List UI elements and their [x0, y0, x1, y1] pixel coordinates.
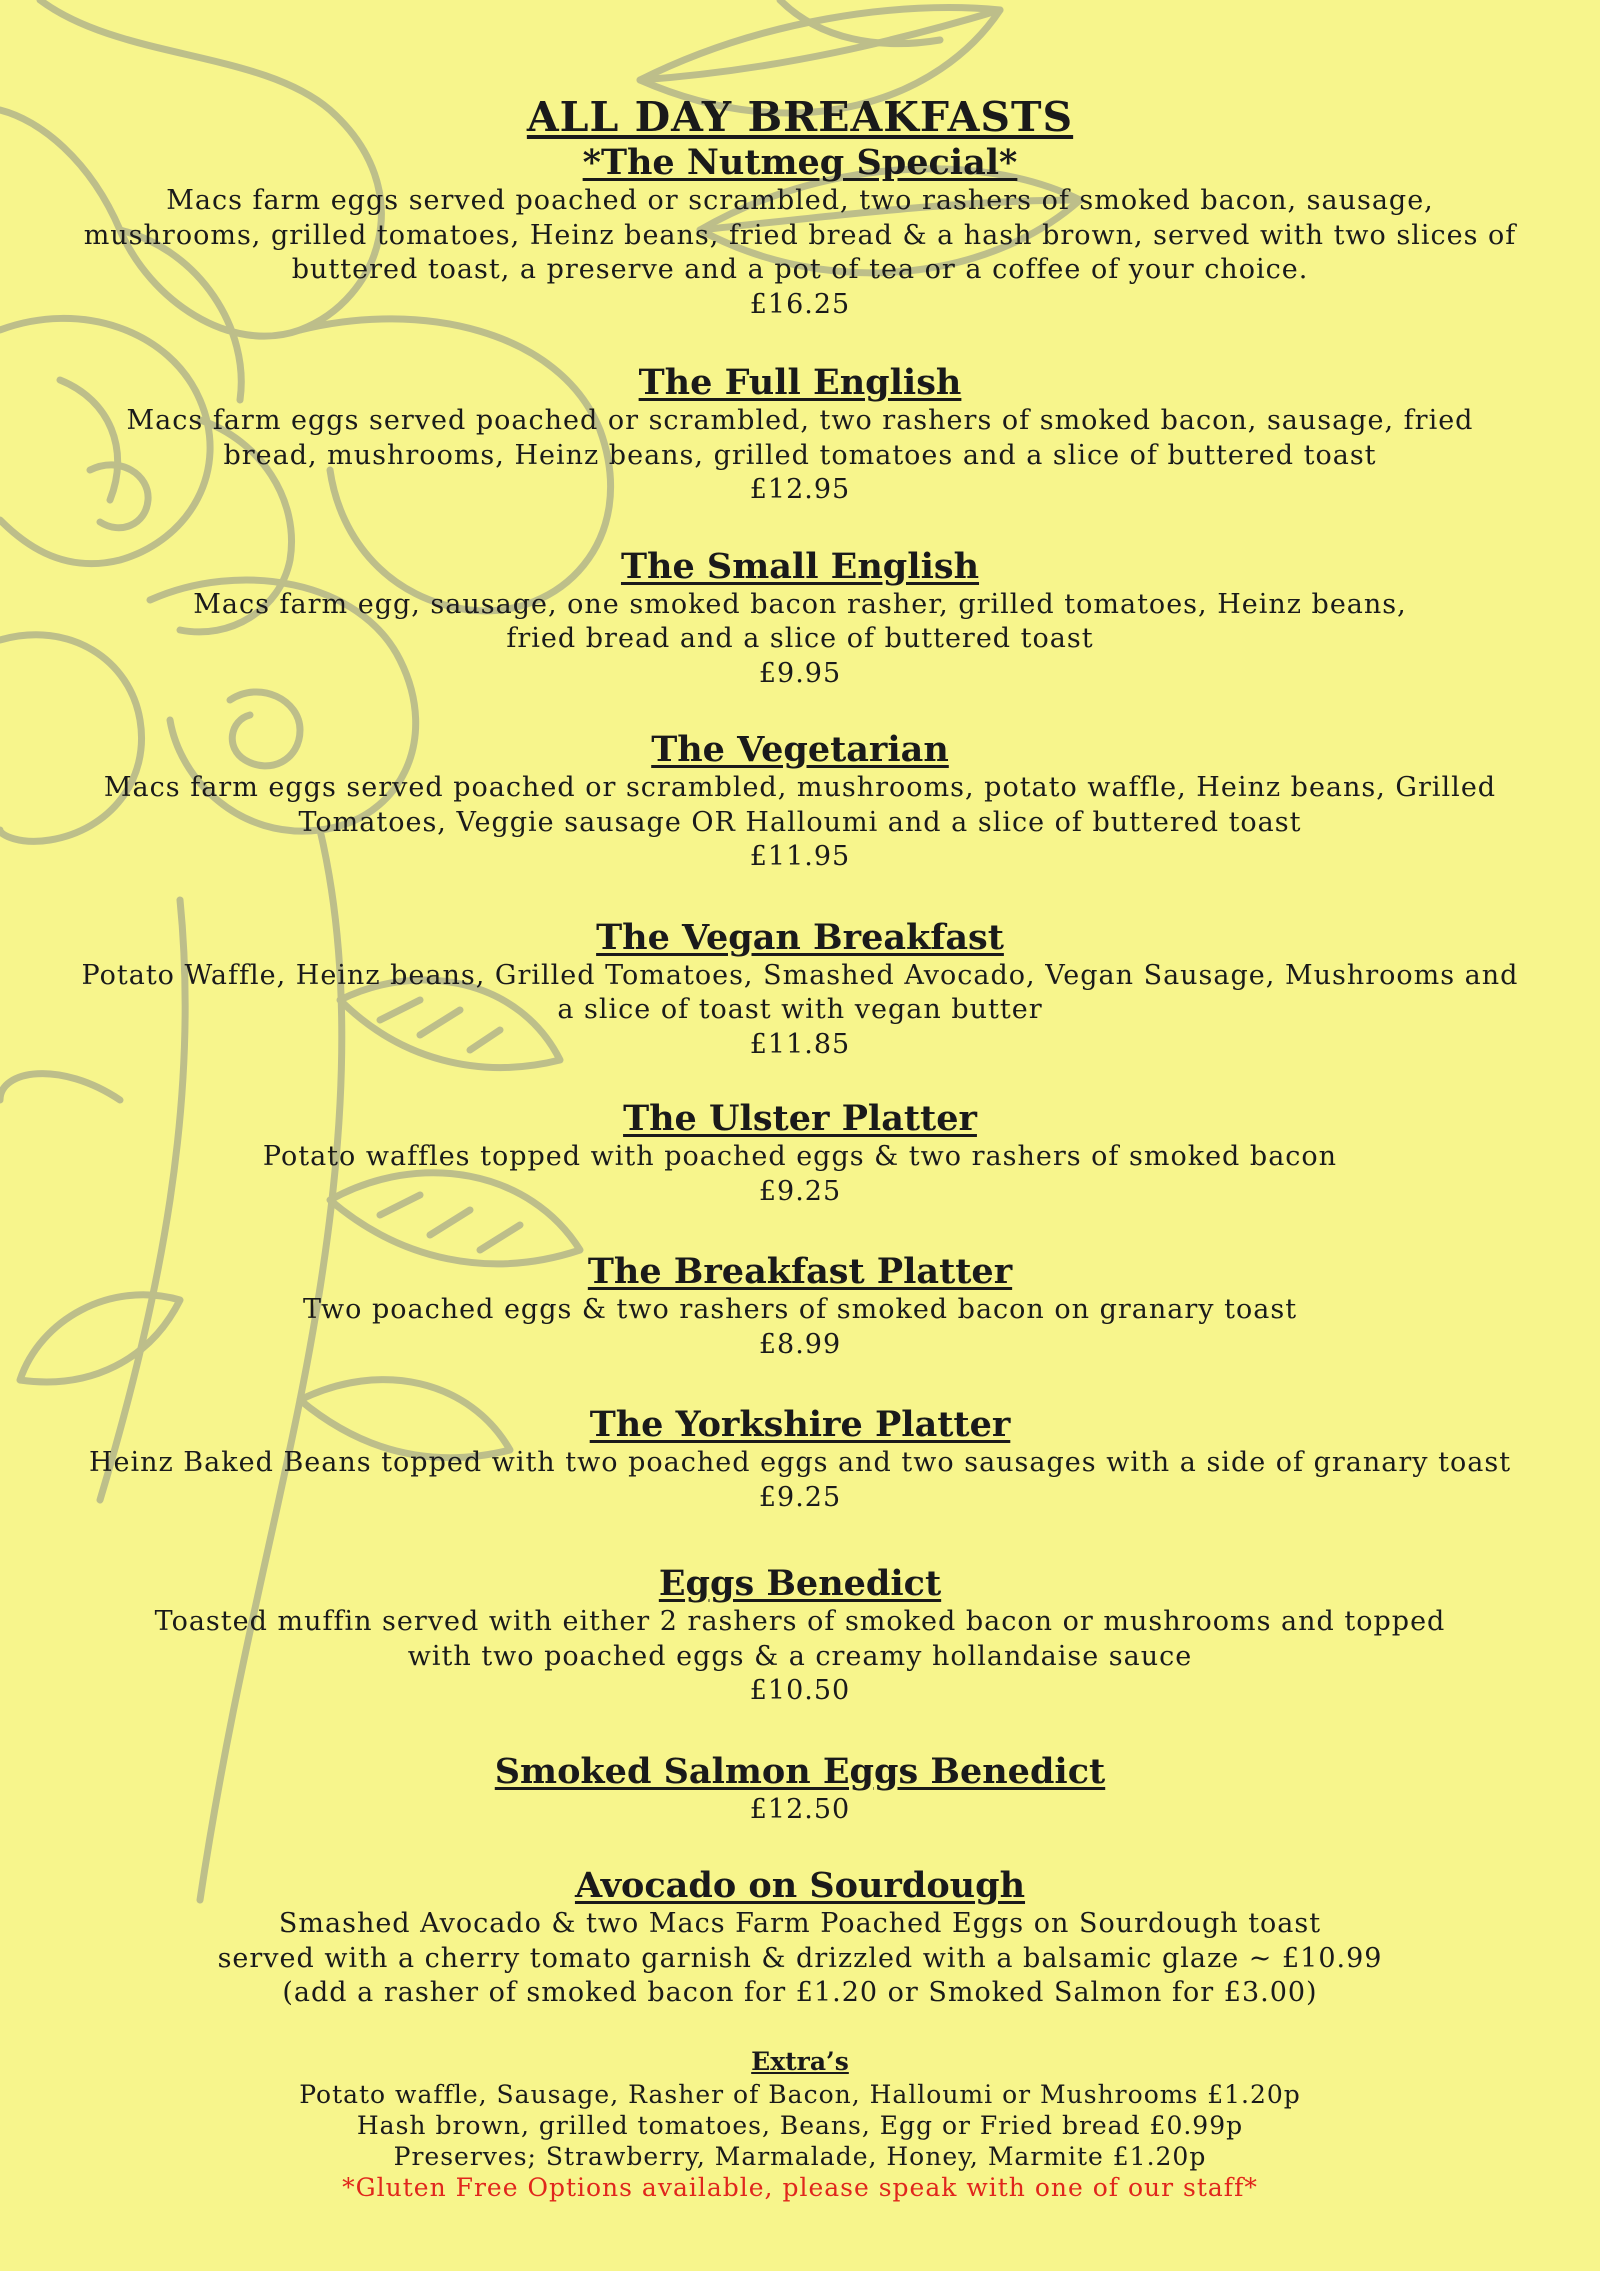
menu-item-name: Smoked Salmon Eggs Benedict [494, 1750, 1106, 1792]
menu-item-description: Heinz Baked Beans topped with two poached eggs and two sausages with a side of granary toast [88, 1447, 1512, 1478]
menu-item-description: Two poached eggs & two rashers of smoked bacon on granary toast [302, 1294, 1298, 1325]
breakfast-menu [0, 92, 1600, 2203]
menu-item-description: Potato waffles topped with poached eggs & two rashers of smoked bacon [262, 1141, 1338, 1172]
menu-item-name: The Vegan Breakfast [596, 916, 1004, 958]
extras-title: Extra’s [751, 2046, 849, 2076]
menu-item-name: The Breakfast Platter [587, 1251, 1013, 1292]
menu-item-smoked-salmon-eggs-benedict [0, 1751, 1600, 1828]
menu-item-name: *The Nutmeg Special* [582, 142, 1018, 183]
menu-item-price: £10.50 [749, 1675, 851, 1706]
menu-item-description: Potato Waffle, Heinz beans, Grilled Tomatoes, Smashed Avocado, Vegan Sausage, Mushrooms and a slice of toast with vegan butter [81, 959, 1519, 1025]
menu-item-price: £11.85 [749, 1028, 851, 1060]
menu-item-avocado-on-sourdough [0, 1865, 1600, 2011]
menu-item-description: Macs farm egg, sausage, one smoked bacon rasher, grilled tomatoes, Heinz beans, fried bread and a slice of buttered toast [193, 588, 1407, 654]
menu-item-price: £9.95 [758, 657, 842, 689]
menu-item-full-english [0, 362, 1600, 508]
menu-item-price: £11.95 [749, 841, 851, 872]
menu-item-name: The Vegetarian [651, 729, 949, 770]
menu-item-price: £8.99 [758, 1328, 842, 1360]
extras-line: Hash brown, grilled tomatoes, Beans, Egg or Fried bread £0.99p [356, 2110, 1244, 2140]
menu-item-vegetarian [0, 729, 1600, 875]
extras-line: Potato waffle, Sausage, Rasher of Bacon, Halloumi or Mushrooms £1.20p [299, 2079, 1301, 2109]
menu-item-ulster-platter [0, 1098, 1600, 1209]
menu-item-price: £12.95 [749, 474, 851, 505]
menu-item-nutmeg-special [0, 142, 1600, 322]
extras-section [0, 2045, 1600, 2203]
menu-item-description: Macs farm eggs served poached or scrambled, two rashers of smoked bacon, sausage, fried bread, mushrooms, Heinz beans, grilled tomatoes and a slice of buttered toast [126, 405, 1474, 471]
menu-item-description: Macs farm eggs served poached or scrambled, two rashers of smoked bacon, sausage, mushrooms, grilled tomatoes, Heinz beans, fried bread & a hash brown, served with two slices of buttered toast, a preserve and a pot of tea or a coffee of your choice. [83, 185, 1517, 285]
menu-item-name: The Small English [620, 545, 980, 587]
menu-item-vegan-breakfast [0, 917, 1600, 1063]
menu-item-description: Smashed Avocado & two Macs Farm Poached Eggs on Sourdough toast served with a cherry tomato garnish & drizzled with a balsamic glaze ~ £10.99 (add a rasher of smoked bacon for £1.20 or Smoked Salmon for £3.00) [217, 1908, 1383, 2008]
menu-item-price: £9.25 [758, 1175, 842, 1207]
menu-item-name: The Yorkshire Platter [589, 1404, 1011, 1445]
extras-line: Preserves; Strawberry, Marmalade, Honey, Marmite £1.20p [393, 2141, 1207, 2171]
menu-item-price: £16.25 [749, 288, 851, 320]
menu-item-price: £12.50 [749, 1793, 851, 1825]
menu-item-yorkshire-platter [0, 1404, 1600, 1515]
page-title: ALL DAY BREAKFASTS [526, 93, 1074, 141]
menu-item-name: The Full English [638, 362, 962, 403]
menu-item-description: Toasted muffin served with either 2 rashers of smoked bacon or mushrooms and topped with two poached eggs & a creamy hollandaise sauce [154, 1606, 1446, 1672]
menu-item-name: The Ulster Platter [623, 1098, 977, 1139]
menu-item-description: Macs farm eggs served poached or scrambled, mushrooms, potato waffle, Heinz beans, Grilled Tomatoes, Veggie sausage OR Halloumi and a slice of buttered toast [103, 772, 1497, 838]
menu-item-small-english [0, 546, 1600, 692]
menu-item-name: Eggs Benedict [658, 1563, 942, 1604]
menu-item-price: £9.25 [758, 1481, 842, 1513]
menu-item-eggs-benedict [0, 1563, 1600, 1709]
menu-item-breakfast-platter [0, 1251, 1600, 1362]
menu-item-name: Avocado on Sourdough [574, 1865, 1026, 1906]
gluten-free-note: *Gluten Free Options available, please speak with one of our staff* [342, 2172, 1258, 2202]
